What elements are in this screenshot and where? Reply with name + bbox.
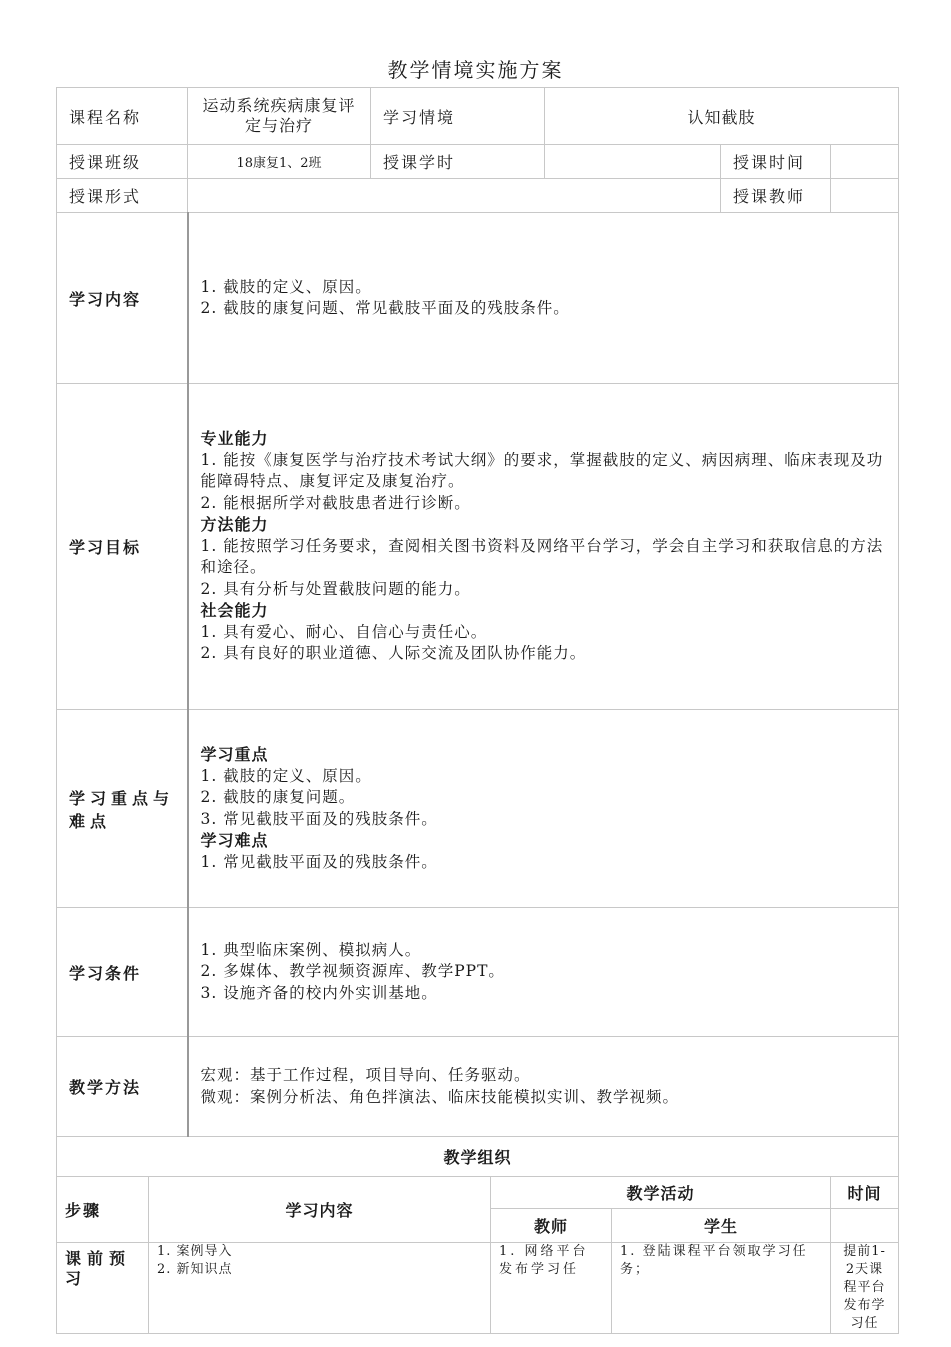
course-name-value: 运动系统疾病康复评定与治疗 [188,88,371,145]
plan-table [56,87,899,1334]
situation-value: 认知截肢 [545,88,899,145]
form-value [188,179,721,213]
content-line: 2. 截肢的康复问题、常见截肢平面及的残肢条件。 [200,299,570,317]
col-time-sub [831,1209,899,1243]
keypoint-heading: 学习难点 [200,831,269,850]
objective-line: 2. 具有分析与处置截肢问题的能力。 [200,579,471,598]
col-time: 时间 [831,1177,899,1209]
col-activity: 教学活动 [491,1177,831,1209]
objective-line: 2. 具有良好的职业道德、人际交流及团队协作能力。 [200,644,587,663]
form-label: 授课形式 [57,179,188,213]
objectives-content [188,384,899,710]
conditions-content [188,908,899,1037]
hours-value [545,145,721,179]
keypoint-line: 1. 截肢的定义、原因。 [200,766,372,785]
time-value [831,145,899,179]
objective-line: 1. 能按《康复医学与治疗技术考试大纲》的要求，掌握截肢的定义、病因病理、临床表现及功能障碍特点、康复评定及康复治疗。 [200,450,884,491]
objective-heading: 社会能力 [200,601,269,621]
col-teacher: 教师 [491,1209,612,1243]
method-line: 宏观：基于工作过程，项目导向、任务驱动。 [200,1066,531,1084]
course-name-label: 课程名称 [57,88,188,145]
org-content-line: 2. 新知识点 [157,1262,233,1277]
keypoints-content [188,710,899,908]
time-label: 授课时间 [721,145,831,179]
org-student-cell: 1. 登陆课程平台领取学习任务； [612,1243,831,1334]
hours-label: 授课学时 [371,145,545,179]
objective-heading: 专业能力 [200,429,269,449]
methods-label: 教学方法 [57,1037,188,1137]
objective-line: 2. 能根据所学对截肢患者进行诊断。 [200,493,471,512]
methods-content [188,1037,899,1137]
keypoint-line: 3. 常见截肢平面及的残肢条件。 [200,809,438,828]
keypoints-label: 学习重点与难点 [57,710,188,908]
method-line: 微观：案例分析法、角色拌演法、临床技能模拟实训、教学视频。 [200,1087,680,1106]
objectives-label: 学习目标 [57,384,188,710]
teacher-label: 授课教师 [721,179,831,213]
org-content-cell [149,1243,491,1334]
organization-title: 教学组织 [57,1137,899,1177]
teacher-value [831,179,899,213]
objective-line: 1. 能按照学习任务要求，查阅相关图书资料及网络平台学习，学会自主学习和获取信息的方法和途径。 [200,536,884,577]
keypoint-heading: 学习重点 [200,745,269,764]
org-time-cell: 提前1-2天课程平台发布学习任 [831,1243,899,1334]
class-label: 授课班级 [57,145,188,179]
org-content-line: 1. 案例导入 [157,1244,233,1259]
col-step: 步骤 [57,1177,149,1243]
keypoint-line: 1. 常见截肢平面及的残肢条件。 [200,852,438,871]
condition-line: 3. 设施齐备的校内外实训基地。 [200,983,438,1002]
objective-heading: 方法能力 [200,515,269,535]
learning-content [188,213,899,384]
step-cell: 课前预习 [57,1243,149,1334]
col-content: 学习内容 [149,1177,491,1243]
page-title: 教学情境实施方案 [387,58,564,82]
conditions-label: 学习条件 [57,908,188,1037]
col-student: 学生 [612,1209,831,1243]
content-line: 1. 截肢的定义、原因。 [200,277,372,296]
class-value: 18康复1、2班 [188,145,371,179]
keypoint-line: 2. 截肢的康复问题。 [200,788,356,806]
situation-label: 学习情境 [371,88,545,145]
org-teacher-cell: 1. 网络平台发布学习任 [491,1243,612,1334]
condition-line: 1. 典型临床案例、模拟病人。 [200,940,422,959]
objective-line: 1. 具有爱心、耐心、自信心与责任心。 [200,622,488,641]
learning-content-label: 学习内容 [57,213,188,384]
condition-line: 2. 多媒体、教学视频资源库、教学PPT。 [200,962,505,981]
